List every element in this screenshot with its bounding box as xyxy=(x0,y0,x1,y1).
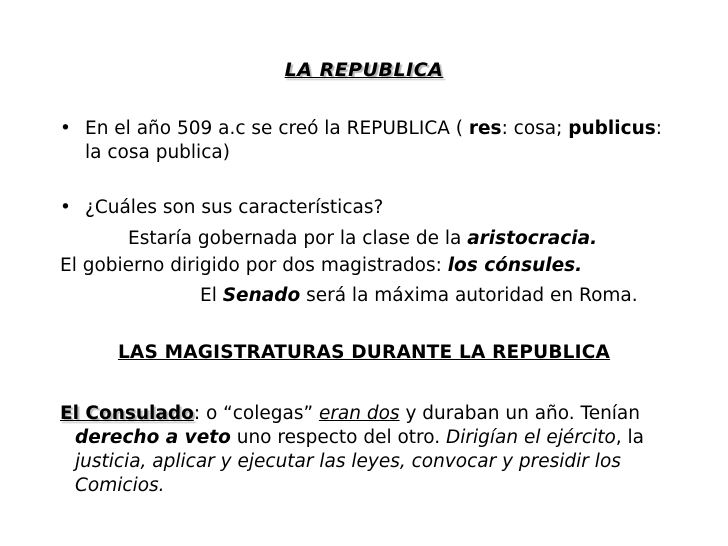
bullet-marker: • xyxy=(60,118,71,139)
paragraph-consulado-line4: Comicios. xyxy=(75,475,165,496)
text-run: y duraban un año. Tenían xyxy=(399,403,640,424)
text-run: El gobierno dirigido por dos magistrados: xyxy=(60,255,448,276)
text-run: Estaría gobernada por la clase de la xyxy=(128,228,468,249)
paragraph-aristocracy xyxy=(128,227,597,251)
question-characteristics: ¿Cuáles son sus características? xyxy=(85,197,384,218)
paragraph-consulado-line1 xyxy=(60,402,640,426)
text-run: uno respecto del otro. xyxy=(230,427,447,448)
text-run: En el año 509 a.c se creó la REPUBLICA ( xyxy=(85,118,469,139)
paragraph-founding xyxy=(85,117,662,141)
term-aristocracia: aristocracia. xyxy=(467,228,598,249)
text-run: El xyxy=(200,285,223,306)
text-run: : o “colegas” xyxy=(193,403,319,424)
term-consulado: El Consulado xyxy=(60,403,194,424)
paragraph-senate xyxy=(200,284,638,308)
slide-title: LA REPUBLICA xyxy=(284,59,444,81)
text-run: : cosa; xyxy=(501,118,569,139)
text-run-italic: Dirigían el ejército xyxy=(446,427,616,448)
term-senado: Senado xyxy=(222,285,301,306)
text-run: : xyxy=(655,118,662,139)
text-run: será la máxima autoridad en Roma. xyxy=(300,285,638,306)
paragraph-consulado-line2 xyxy=(75,426,644,450)
section-heading: LAS MAGISTRATURAS DURANTE LA REPUBLICA xyxy=(117,342,611,363)
text-run: , la xyxy=(615,427,645,448)
term-eran-dos: eran dos xyxy=(318,403,400,424)
term-publicus: publicus xyxy=(568,118,656,139)
term-derecho-veto: derecho a veto xyxy=(75,427,231,448)
term-consules: los cónsules. xyxy=(447,255,583,276)
bullet-marker: • xyxy=(60,197,71,218)
paragraph-consuls xyxy=(60,254,582,278)
paragraph-founding-cont: la cosa publica) xyxy=(85,142,230,163)
term-res: res xyxy=(468,118,502,139)
paragraph-consulado-line3: justicia, aplicar y ejecutar las leyes, convocar y presidir los xyxy=(75,451,621,472)
